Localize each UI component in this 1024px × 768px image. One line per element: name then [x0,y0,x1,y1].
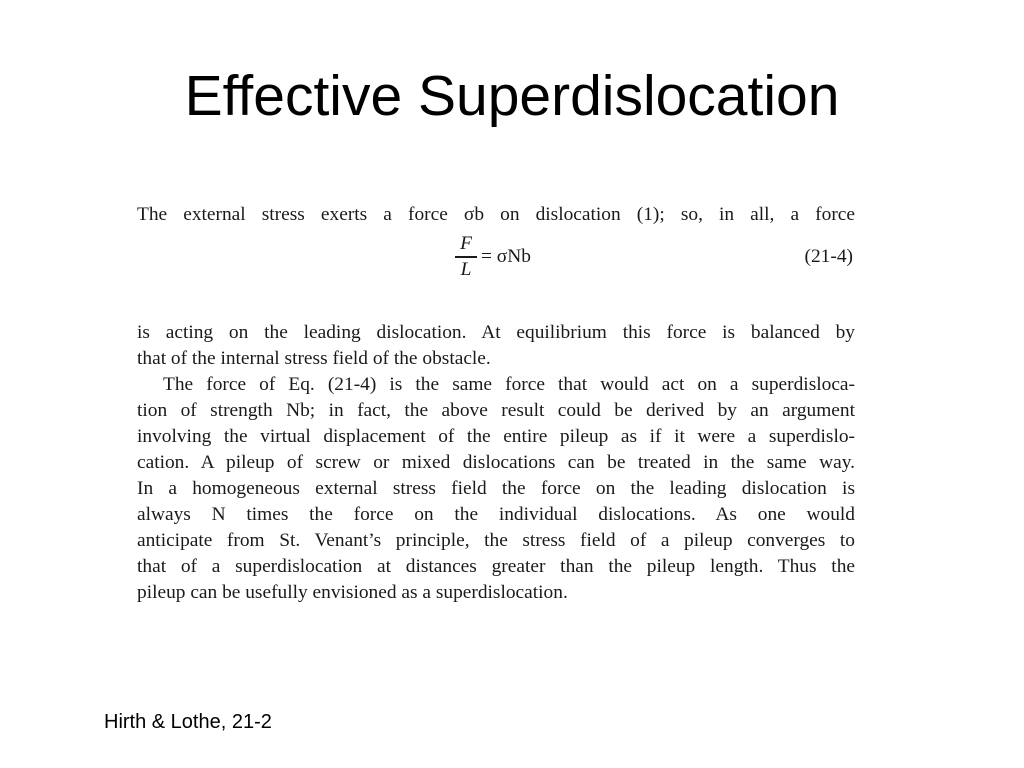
paragraph1-line: that of the internal stress field of the obstacle. [137,348,491,369]
paragraph2-line: pileup can be usefully envisioned as a superdislocation. [137,582,568,603]
equation-rhs: = σNb [481,245,531,267]
paragraph2-line: always N times the force on the individual dislocations. As one would [137,504,855,525]
equation-row [137,228,855,320]
equation-numerator: F [460,233,472,254]
paragraph2-line: In a homogeneous external stress field the force on the leading dislocation is [137,478,855,499]
slide-title: Effective Superdislocation [184,64,840,128]
paragraph2-line: cation. A pileup of screw or mixed dislocations can be treated in the same way. [137,452,855,473]
equation-number: (21-4) [804,246,853,267]
citation: Hirth & Lothe, 21-2 [104,711,272,733]
paragraph2-line: The force of Eq. (21-4) is the same force that would act on a superdisloca- [163,374,855,395]
equation-fraction [455,232,477,282]
paragraph2-line: that of a superdislocation at distances greater than the pileup length. Thus the [137,556,855,577]
book-excerpt [137,202,855,606]
intro-line: The external stress exerts a force σb on dislocation (1); so, in all, a force [137,204,855,225]
equation [455,232,531,282]
paragraph2-line: anticipate from St. Venant’s principle, the stress field of a pileup converges to [137,530,855,551]
equation-denominator: L [460,258,472,280]
paragraph1-line: is acting on the leading dislocation. At equilibrium this force is balanced by [137,322,855,343]
paragraph2-line: tion of strength Nb; in fact, the above result could be derived by an argument [137,400,855,421]
paragraph2-line: involving the virtual displacement of the entire pileup as if it were a superdislo- [137,426,855,447]
